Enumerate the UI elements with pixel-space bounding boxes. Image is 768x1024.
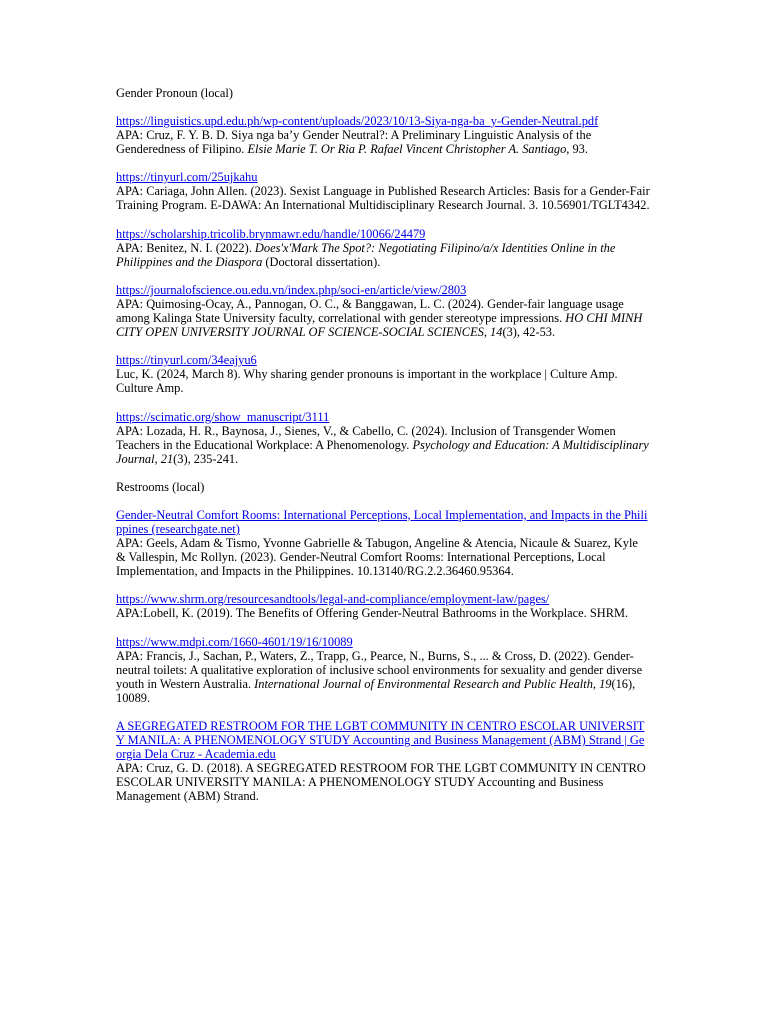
reference-link[interactable]: https://www.mdpi.com/1660-4601/19/16/10089	[116, 634, 353, 649]
reference-link[interactable]: https://tinyurl.com/25ujkahu	[116, 170, 258, 185]
citation-text: APA: Quimosing-Ocay, A., Pannogan, O. C., & Banggawan, L. C. (2024). Gender-fair language usage among Kalinga State University faculty, correlational with gender stereotype impressions. HO CHI MINH CITY OPEN UNIVERSITY JOURNAL OF SCIENCE-SOCIAL SCIENCES, 14(3), 42-53.	[116, 296, 643, 340]
reference-entry	[116, 635, 650, 705]
reference-link[interactable]: https://www.shrm.org/resourcesandtools/legal-and-compliance/employment-law/pages/	[116, 592, 550, 607]
reference-entry	[116, 410, 650, 466]
reference-entry	[116, 114, 650, 156]
reference-link[interactable]: https://scimatic.org/show_manuscript/3111	[116, 409, 330, 424]
reference-entry	[116, 353, 650, 395]
reference-link[interactable]: https://tinyurl.com/34eajyu6	[116, 353, 257, 368]
reference-link[interactable]: https://journalofscience.ou.edu.vn/index.php/soci-en/article/view/2803	[116, 282, 467, 297]
citation-text: APA: Cruz, G. D. (2018). A SEGREGATED RESTROOM FOR THE LGBT COMMUNITY IN CENTRO ESCOLAR UNIVERSITY MANILA: A PHENOMENOLOGY STUDY Accounting and Business Management (ABM) Strand.	[116, 761, 646, 804]
citation-text: APA: Francis, J., Sachan, P., Waters, Z., Trapp, G., Pearce, N., Burns, S., ... & Cross, D. (2022). Gender-neutral toilets: A qualitative exploration of inclusive school environments for sexuality and gender diverse youth in Western Australia. International Journal of Environmental Research and Public Health, 19(16), 10089.	[116, 648, 643, 705]
reference-entry	[116, 283, 650, 339]
reference-entry	[116, 508, 650, 578]
reference-link[interactable]: Gender-Neutral Comfort Rooms: International Perceptions, Local Implementation, and Impacts in the Philippines (researchgate.net)	[116, 507, 648, 536]
reference-entry	[116, 719, 650, 804]
citation-text: APA: Cariaga, John Allen. (2023). Sexist Language in Published Research Articles: Basis for a Gender-Fair Training Program. E-DAWA: An International Multidisciplinary Research Journal. 3. 10.56901/TGLT4342.	[116, 184, 650, 213]
section-heading-gender-pronoun: Gender Pronoun (local)	[116, 86, 233, 100]
document-page	[116, 86, 650, 818]
reference-entry	[116, 227, 650, 269]
reference-entry	[116, 170, 650, 212]
citation-text: APA: Benitez, N. I. (2022). Does'x'Mark The Spot?: Negotiating Filipino/a/x Identities Online in the Philippines and the Diaspora (Doctoral dissertation).	[116, 240, 616, 269]
citation-text: APA:Lobell, K. (2019). The Benefits of Offering Gender-Neutral Bathrooms in the Workplace. SHRM.	[116, 606, 629, 621]
section-heading-restrooms: Restrooms (local)	[116, 479, 205, 494]
citation-text: APA: Cruz, F. Y. B. D. Siya nga ba’y Gender Neutral?: A Preliminary Linguistic Analysis of the Genderedness of Filipino. Elsie Marie T. Or Ria P. Rafael Vincent Christopher A. Santiago, 93.	[116, 128, 592, 157]
citation-text: Luc, K. (2024, March 8). Why sharing gender pronouns is important in the workplace | Culture Amp. Culture Amp.	[116, 367, 618, 396]
reference-link[interactable]: https://linguistics.upd.edu.ph/wp-content/uploads/2023/10/13-Siya-nga-ba_y-Gender-Neutral.pdf	[116, 114, 599, 128]
reference-entry	[116, 592, 650, 620]
reference-link[interactable]: https://scholarship.tricolib.brynmawr.edu/handle/10066/24479	[116, 226, 426, 241]
reference-link[interactable]: A SEGREGATED RESTROOM FOR THE LGBT COMMUNITY IN CENTRO ESCOLAR UNIVERSITY MANILA: A PHENOMENOLOGY STUDY Accounting and Business Management (ABM) Strand | Georgia Dela Cruz - Academia.edu	[116, 719, 645, 762]
citation-text: APA: Geels, Adam & Tismo, Yvonne Gabrielle & Tabugon, Angeline & Atencia, Nicaule & Suarez, Kyle & Vallespin, Mc Rollyn. (2023). Gender-Neutral Comfort Rooms: International Perceptions, Local Implementation, and Impacts in the Philippines. 10.13140/RG.2.2.36460.95364.	[116, 536, 638, 579]
citation-text: APA: Lozada, H. R., Baynosa, J., Sienes, V., & Cabello, C. (2024). Inclusion of Transgender Women Teachers in the Educational Workplace: A Phenomenology. Psychology and Education: A Multidisciplinary Journal, 21(3), 235-241.	[116, 423, 649, 466]
